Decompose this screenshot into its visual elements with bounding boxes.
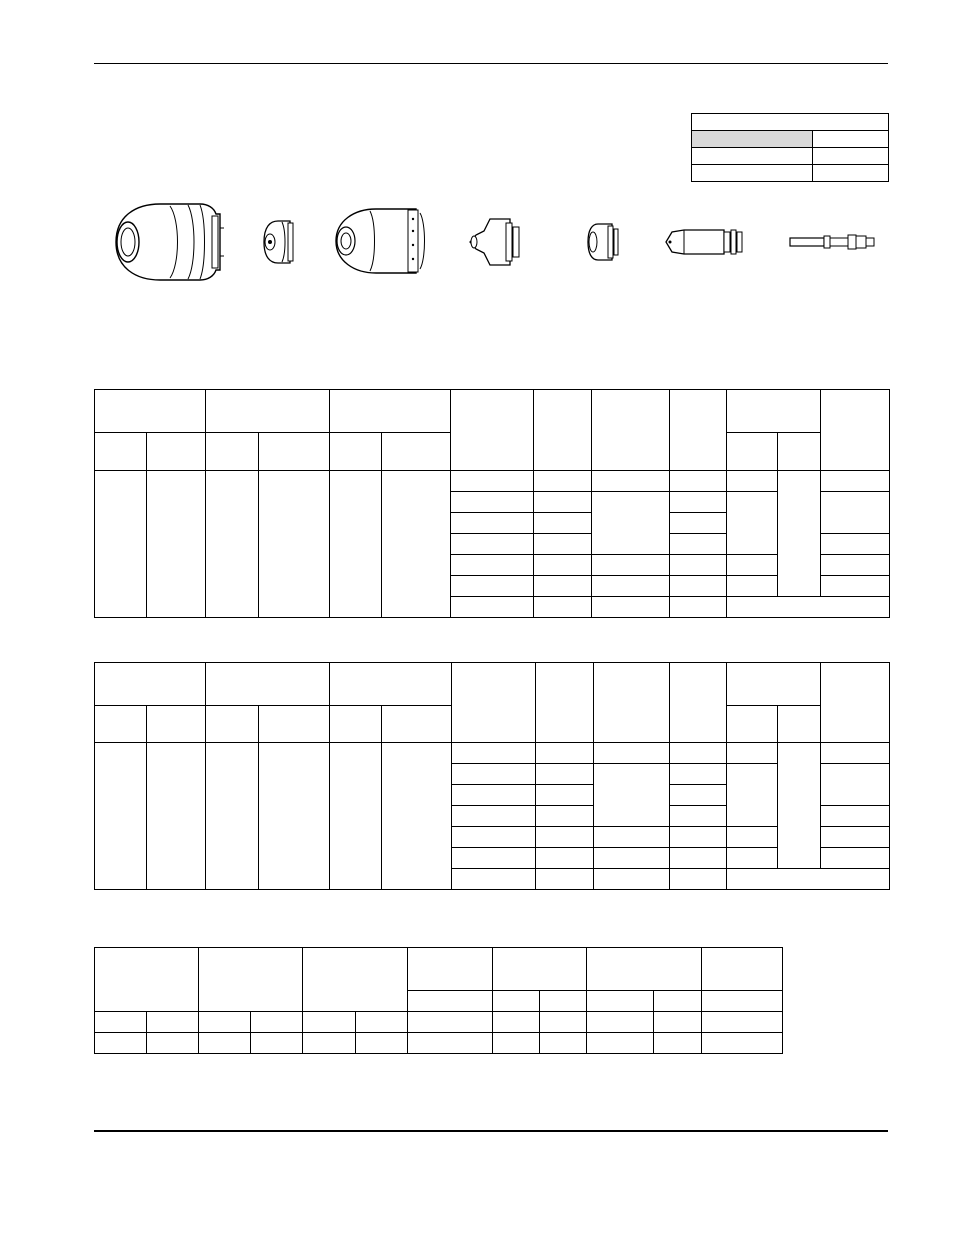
subheader-cell bbox=[206, 433, 259, 471]
data-cell bbox=[206, 471, 259, 618]
data-cell bbox=[534, 492, 592, 513]
data-cell bbox=[821, 827, 890, 848]
header-cell bbox=[330, 663, 452, 706]
data-cell bbox=[330, 471, 382, 618]
data-cell bbox=[592, 471, 670, 492]
data-cell bbox=[199, 1033, 251, 1054]
data-cell bbox=[821, 848, 890, 869]
subheader-cell bbox=[540, 991, 587, 1012]
data-cell bbox=[536, 764, 594, 785]
data-cell bbox=[670, 555, 727, 576]
data-cell bbox=[594, 869, 670, 890]
swirl-ring-icon bbox=[582, 220, 622, 264]
shield-cap-icon bbox=[258, 217, 298, 267]
subheader-cell bbox=[727, 433, 778, 471]
header-cell bbox=[536, 663, 594, 743]
header-cell bbox=[493, 948, 587, 991]
subheader-cell bbox=[408, 991, 493, 1012]
data-cell bbox=[727, 869, 890, 890]
data-cell bbox=[670, 848, 727, 869]
data-cell bbox=[452, 806, 536, 827]
subheader-cell bbox=[654, 991, 702, 1012]
data-cell bbox=[670, 743, 727, 764]
data-cell bbox=[451, 492, 534, 513]
data-cell bbox=[451, 471, 534, 492]
data-cell bbox=[95, 1012, 147, 1033]
data-cell bbox=[303, 1033, 356, 1054]
data-cell bbox=[452, 785, 536, 806]
data-cell bbox=[821, 576, 890, 597]
summary-cell bbox=[813, 131, 889, 148]
header-cell bbox=[587, 948, 702, 991]
data-cell bbox=[147, 1012, 199, 1033]
header-cell bbox=[534, 390, 592, 471]
data-cell bbox=[592, 576, 670, 597]
summary-header-cell bbox=[692, 114, 889, 131]
data-cell bbox=[534, 471, 592, 492]
data-cell bbox=[147, 1033, 199, 1054]
data-cell bbox=[536, 743, 594, 764]
data-cell bbox=[536, 869, 594, 890]
consumable-parts-illustration bbox=[94, 195, 888, 290]
data-cell bbox=[594, 827, 670, 848]
data-cell bbox=[534, 555, 592, 576]
header-cell bbox=[452, 663, 536, 743]
cut-chart-table-3 bbox=[94, 947, 783, 1054]
header-rule bbox=[94, 63, 888, 64]
data-cell bbox=[778, 471, 821, 597]
shield-icon bbox=[108, 198, 224, 286]
subheader-cell bbox=[382, 706, 452, 743]
data-cell bbox=[147, 743, 206, 890]
data-cell bbox=[452, 743, 536, 764]
data-cell bbox=[534, 597, 592, 618]
header-cell bbox=[95, 390, 206, 433]
data-cell bbox=[259, 471, 330, 618]
header-cell bbox=[199, 948, 303, 1012]
data-cell bbox=[95, 1033, 147, 1054]
data-cell bbox=[670, 806, 727, 827]
header-cell bbox=[303, 948, 408, 1012]
subheader-cell bbox=[147, 433, 206, 471]
header-cell bbox=[451, 390, 534, 471]
subheader-cell bbox=[330, 433, 382, 471]
data-cell bbox=[821, 492, 890, 534]
data-cell bbox=[330, 743, 382, 890]
data-cell bbox=[251, 1012, 303, 1033]
subheader-cell bbox=[702, 991, 783, 1012]
data-cell bbox=[670, 597, 727, 618]
data-cell bbox=[654, 1012, 702, 1033]
data-cell bbox=[727, 492, 778, 555]
data-cell bbox=[452, 848, 536, 869]
data-cell bbox=[587, 1012, 654, 1033]
summary-cell bbox=[692, 165, 813, 182]
data-cell bbox=[303, 1012, 356, 1033]
water-tube-icon bbox=[788, 231, 878, 253]
data-cell bbox=[95, 743, 147, 890]
data-cell bbox=[727, 597, 890, 618]
data-cell bbox=[670, 869, 727, 890]
data-cell bbox=[536, 848, 594, 869]
summary-table bbox=[691, 113, 889, 182]
data-cell bbox=[536, 806, 594, 827]
cut-chart-table-1 bbox=[94, 389, 890, 618]
data-cell bbox=[670, 513, 727, 534]
data-cell bbox=[727, 576, 778, 597]
subheader-cell bbox=[382, 433, 451, 471]
subheader-cell bbox=[95, 706, 147, 743]
data-cell bbox=[382, 471, 451, 618]
data-cell bbox=[382, 743, 452, 890]
header-cell bbox=[408, 948, 493, 991]
summary-cell bbox=[813, 148, 889, 165]
electrode-icon bbox=[662, 223, 750, 261]
data-cell bbox=[778, 743, 821, 869]
data-cell bbox=[199, 1012, 251, 1033]
data-cell bbox=[727, 764, 778, 827]
subheader-cell bbox=[778, 433, 821, 471]
subheader-cell bbox=[493, 991, 540, 1012]
data-cell bbox=[670, 785, 727, 806]
subheader-cell bbox=[259, 433, 330, 471]
data-cell bbox=[451, 555, 534, 576]
data-cell bbox=[727, 743, 778, 764]
cut-chart-table-2 bbox=[94, 662, 890, 890]
data-cell bbox=[587, 1033, 654, 1054]
data-cell bbox=[670, 492, 727, 513]
header-cell bbox=[821, 390, 890, 471]
data-cell bbox=[206, 743, 259, 890]
subheader-cell bbox=[727, 706, 778, 743]
data-cell bbox=[702, 1033, 783, 1054]
data-cell bbox=[251, 1033, 303, 1054]
subheader-cell bbox=[147, 706, 206, 743]
data-cell bbox=[408, 1012, 493, 1033]
summary-cell bbox=[813, 165, 889, 182]
data-cell bbox=[594, 848, 670, 869]
subheader-cell bbox=[778, 706, 821, 743]
data-cell bbox=[592, 555, 670, 576]
data-cell bbox=[536, 827, 594, 848]
retaining-cap-icon bbox=[330, 205, 436, 277]
header-cell bbox=[95, 948, 199, 1012]
data-cell bbox=[540, 1033, 587, 1054]
subheader-cell bbox=[206, 706, 259, 743]
header-cell bbox=[727, 390, 821, 433]
subheader-cell bbox=[95, 433, 147, 471]
data-cell bbox=[670, 534, 727, 555]
header-cell bbox=[95, 663, 206, 706]
header-cell bbox=[821, 663, 890, 743]
data-cell bbox=[594, 764, 670, 827]
data-cell bbox=[821, 806, 890, 827]
data-cell bbox=[147, 471, 206, 618]
data-cell bbox=[670, 764, 727, 785]
data-cell bbox=[727, 471, 778, 492]
data-cell bbox=[670, 827, 727, 848]
data-cell bbox=[536, 785, 594, 806]
header-cell bbox=[670, 663, 727, 743]
header-cell bbox=[330, 390, 451, 433]
data-cell bbox=[451, 597, 534, 618]
data-cell bbox=[654, 1033, 702, 1054]
data-cell bbox=[670, 576, 727, 597]
data-cell bbox=[452, 827, 536, 848]
data-cell bbox=[451, 534, 534, 555]
data-cell bbox=[452, 764, 536, 785]
data-cell bbox=[493, 1012, 540, 1033]
header-cell bbox=[702, 948, 783, 991]
data-cell bbox=[727, 827, 778, 848]
header-cell bbox=[206, 390, 330, 433]
data-cell bbox=[356, 1012, 408, 1033]
data-cell bbox=[821, 555, 890, 576]
header-cell bbox=[592, 390, 670, 471]
subheader-cell bbox=[587, 991, 654, 1012]
data-cell bbox=[451, 513, 534, 534]
data-cell bbox=[452, 869, 536, 890]
data-cell bbox=[534, 576, 592, 597]
data-cell bbox=[451, 576, 534, 597]
header-cell bbox=[594, 663, 670, 743]
data-cell bbox=[356, 1033, 408, 1054]
nozzle-icon bbox=[466, 213, 524, 271]
data-cell bbox=[727, 848, 778, 869]
subheader-cell bbox=[259, 706, 330, 743]
data-cell bbox=[493, 1033, 540, 1054]
data-cell bbox=[670, 471, 727, 492]
header-cell bbox=[727, 663, 821, 706]
data-cell bbox=[821, 534, 890, 555]
data-cell bbox=[594, 743, 670, 764]
data-cell bbox=[408, 1033, 493, 1054]
data-cell bbox=[534, 513, 592, 534]
data-cell bbox=[821, 764, 890, 806]
summary-cell bbox=[692, 148, 813, 165]
data-cell bbox=[259, 743, 330, 890]
data-cell bbox=[702, 1012, 783, 1033]
data-cell bbox=[592, 597, 670, 618]
data-cell bbox=[534, 534, 592, 555]
data-cell bbox=[727, 555, 778, 576]
footer-rule bbox=[94, 1130, 888, 1132]
header-cell bbox=[206, 663, 330, 706]
data-cell bbox=[540, 1012, 587, 1033]
data-cell bbox=[821, 471, 890, 492]
subheader-cell bbox=[330, 706, 382, 743]
data-cell bbox=[95, 471, 147, 618]
summary-cell bbox=[692, 131, 813, 148]
data-cell bbox=[821, 743, 890, 764]
header-cell bbox=[670, 390, 727, 471]
data-cell bbox=[592, 492, 670, 555]
